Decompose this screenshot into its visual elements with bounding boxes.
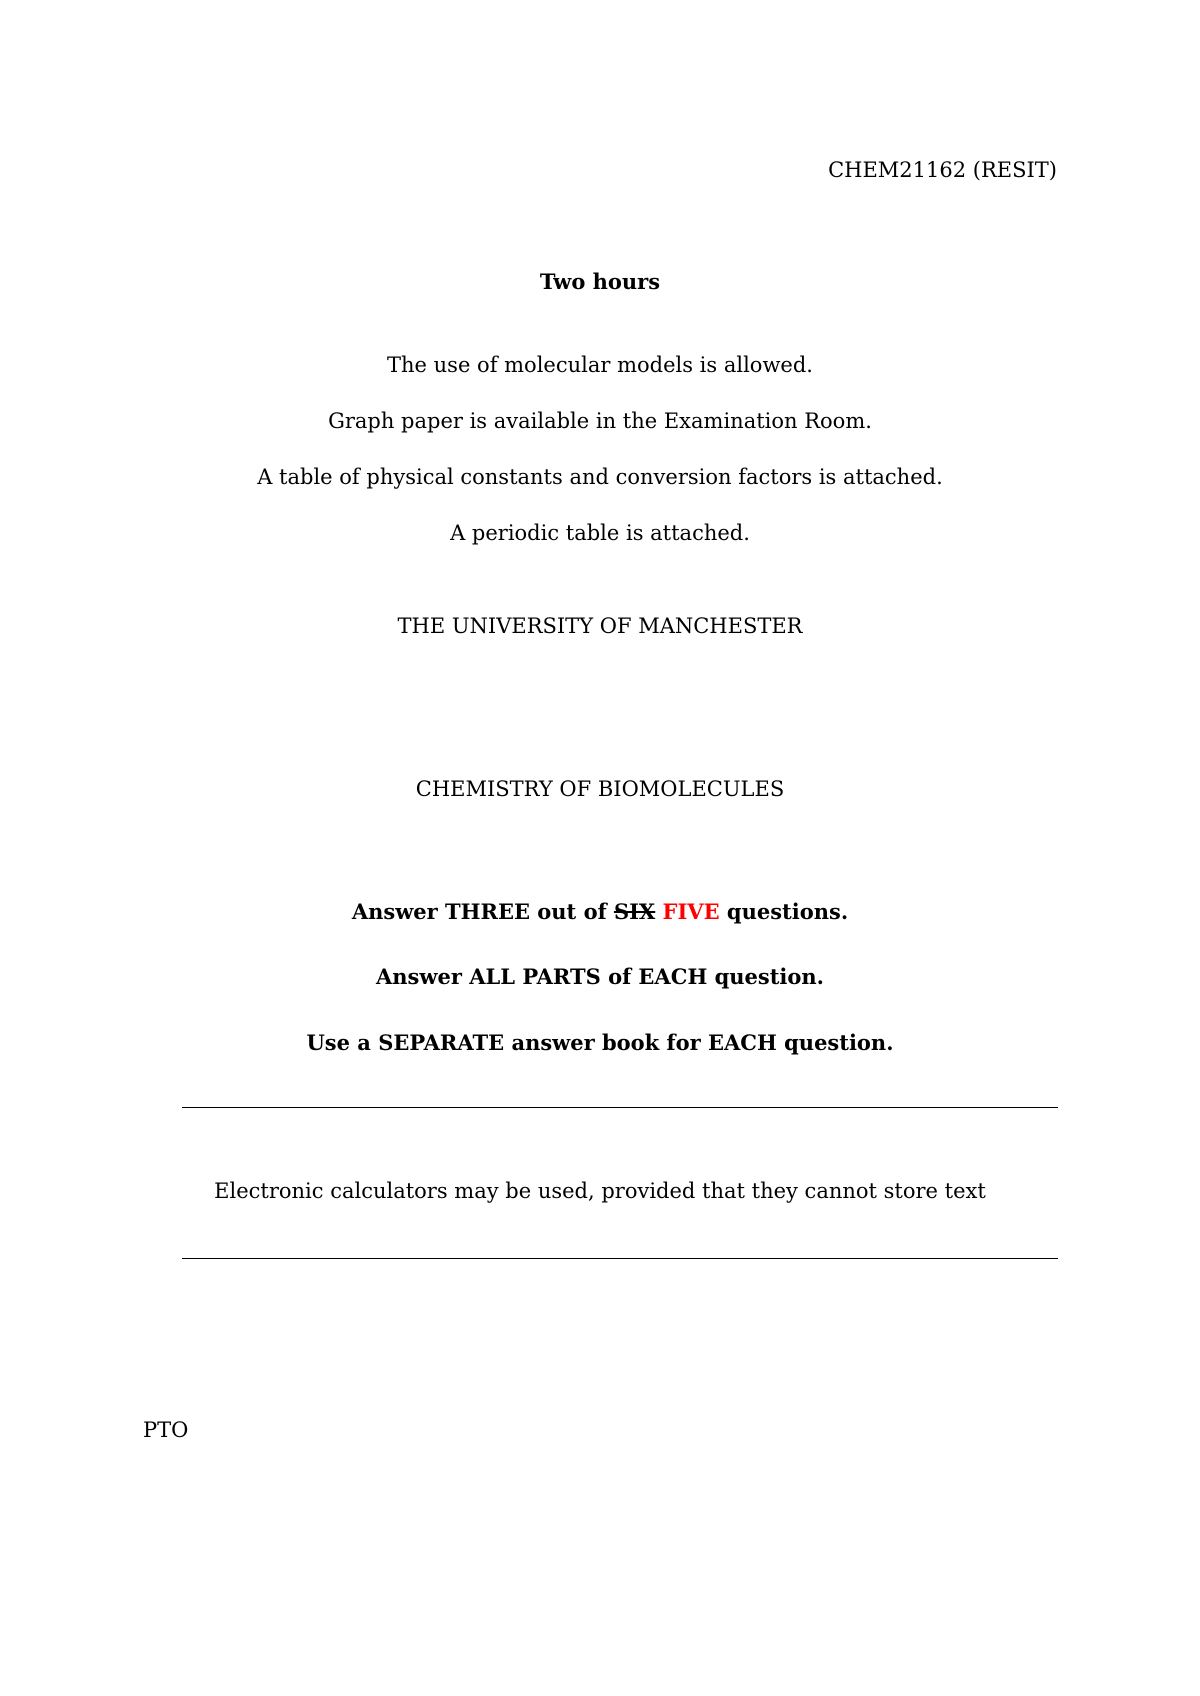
instruction-graph-paper: Graph paper is available in the Examination Room. bbox=[328, 409, 872, 433]
answer-count-rule bbox=[0, 898, 1200, 926]
divider-top bbox=[182, 1107, 1058, 1108]
institution-name: THE UNIVERSITY OF MANCHESTER bbox=[397, 614, 803, 638]
divider-bottom bbox=[182, 1258, 1058, 1259]
instruction-periodic-table: A periodic table is attached. bbox=[450, 521, 750, 545]
answer-count-correction: FIVE bbox=[662, 899, 720, 924]
calculator-note: Electronic calculators may be used, provided that they cannot store text bbox=[214, 1179, 986, 1203]
answer-count-prefix: Answer THREE out of bbox=[351, 899, 614, 924]
course-title: CHEMISTRY OF BIOMOLECULES bbox=[415, 777, 785, 801]
answer-count-suffix: questions. bbox=[719, 899, 849, 924]
answer-count-struck: SIX bbox=[613, 899, 656, 924]
instruction-constants-table: A table of physical constants and conversion factors is attached. bbox=[257, 465, 943, 489]
course-code: CHEM21162 (RESIT) bbox=[828, 158, 1057, 182]
all-parts-rule: Answer ALL PARTS of EACH question. bbox=[376, 964, 824, 989]
instruction-models: The use of molecular models is allowed. bbox=[387, 353, 813, 377]
please-turn-over: PTO bbox=[143, 1418, 189, 1442]
separate-book-rule: Use a SEPARATE answer book for EACH question. bbox=[306, 1030, 894, 1055]
exam-duration: Two hours bbox=[539, 269, 661, 294]
